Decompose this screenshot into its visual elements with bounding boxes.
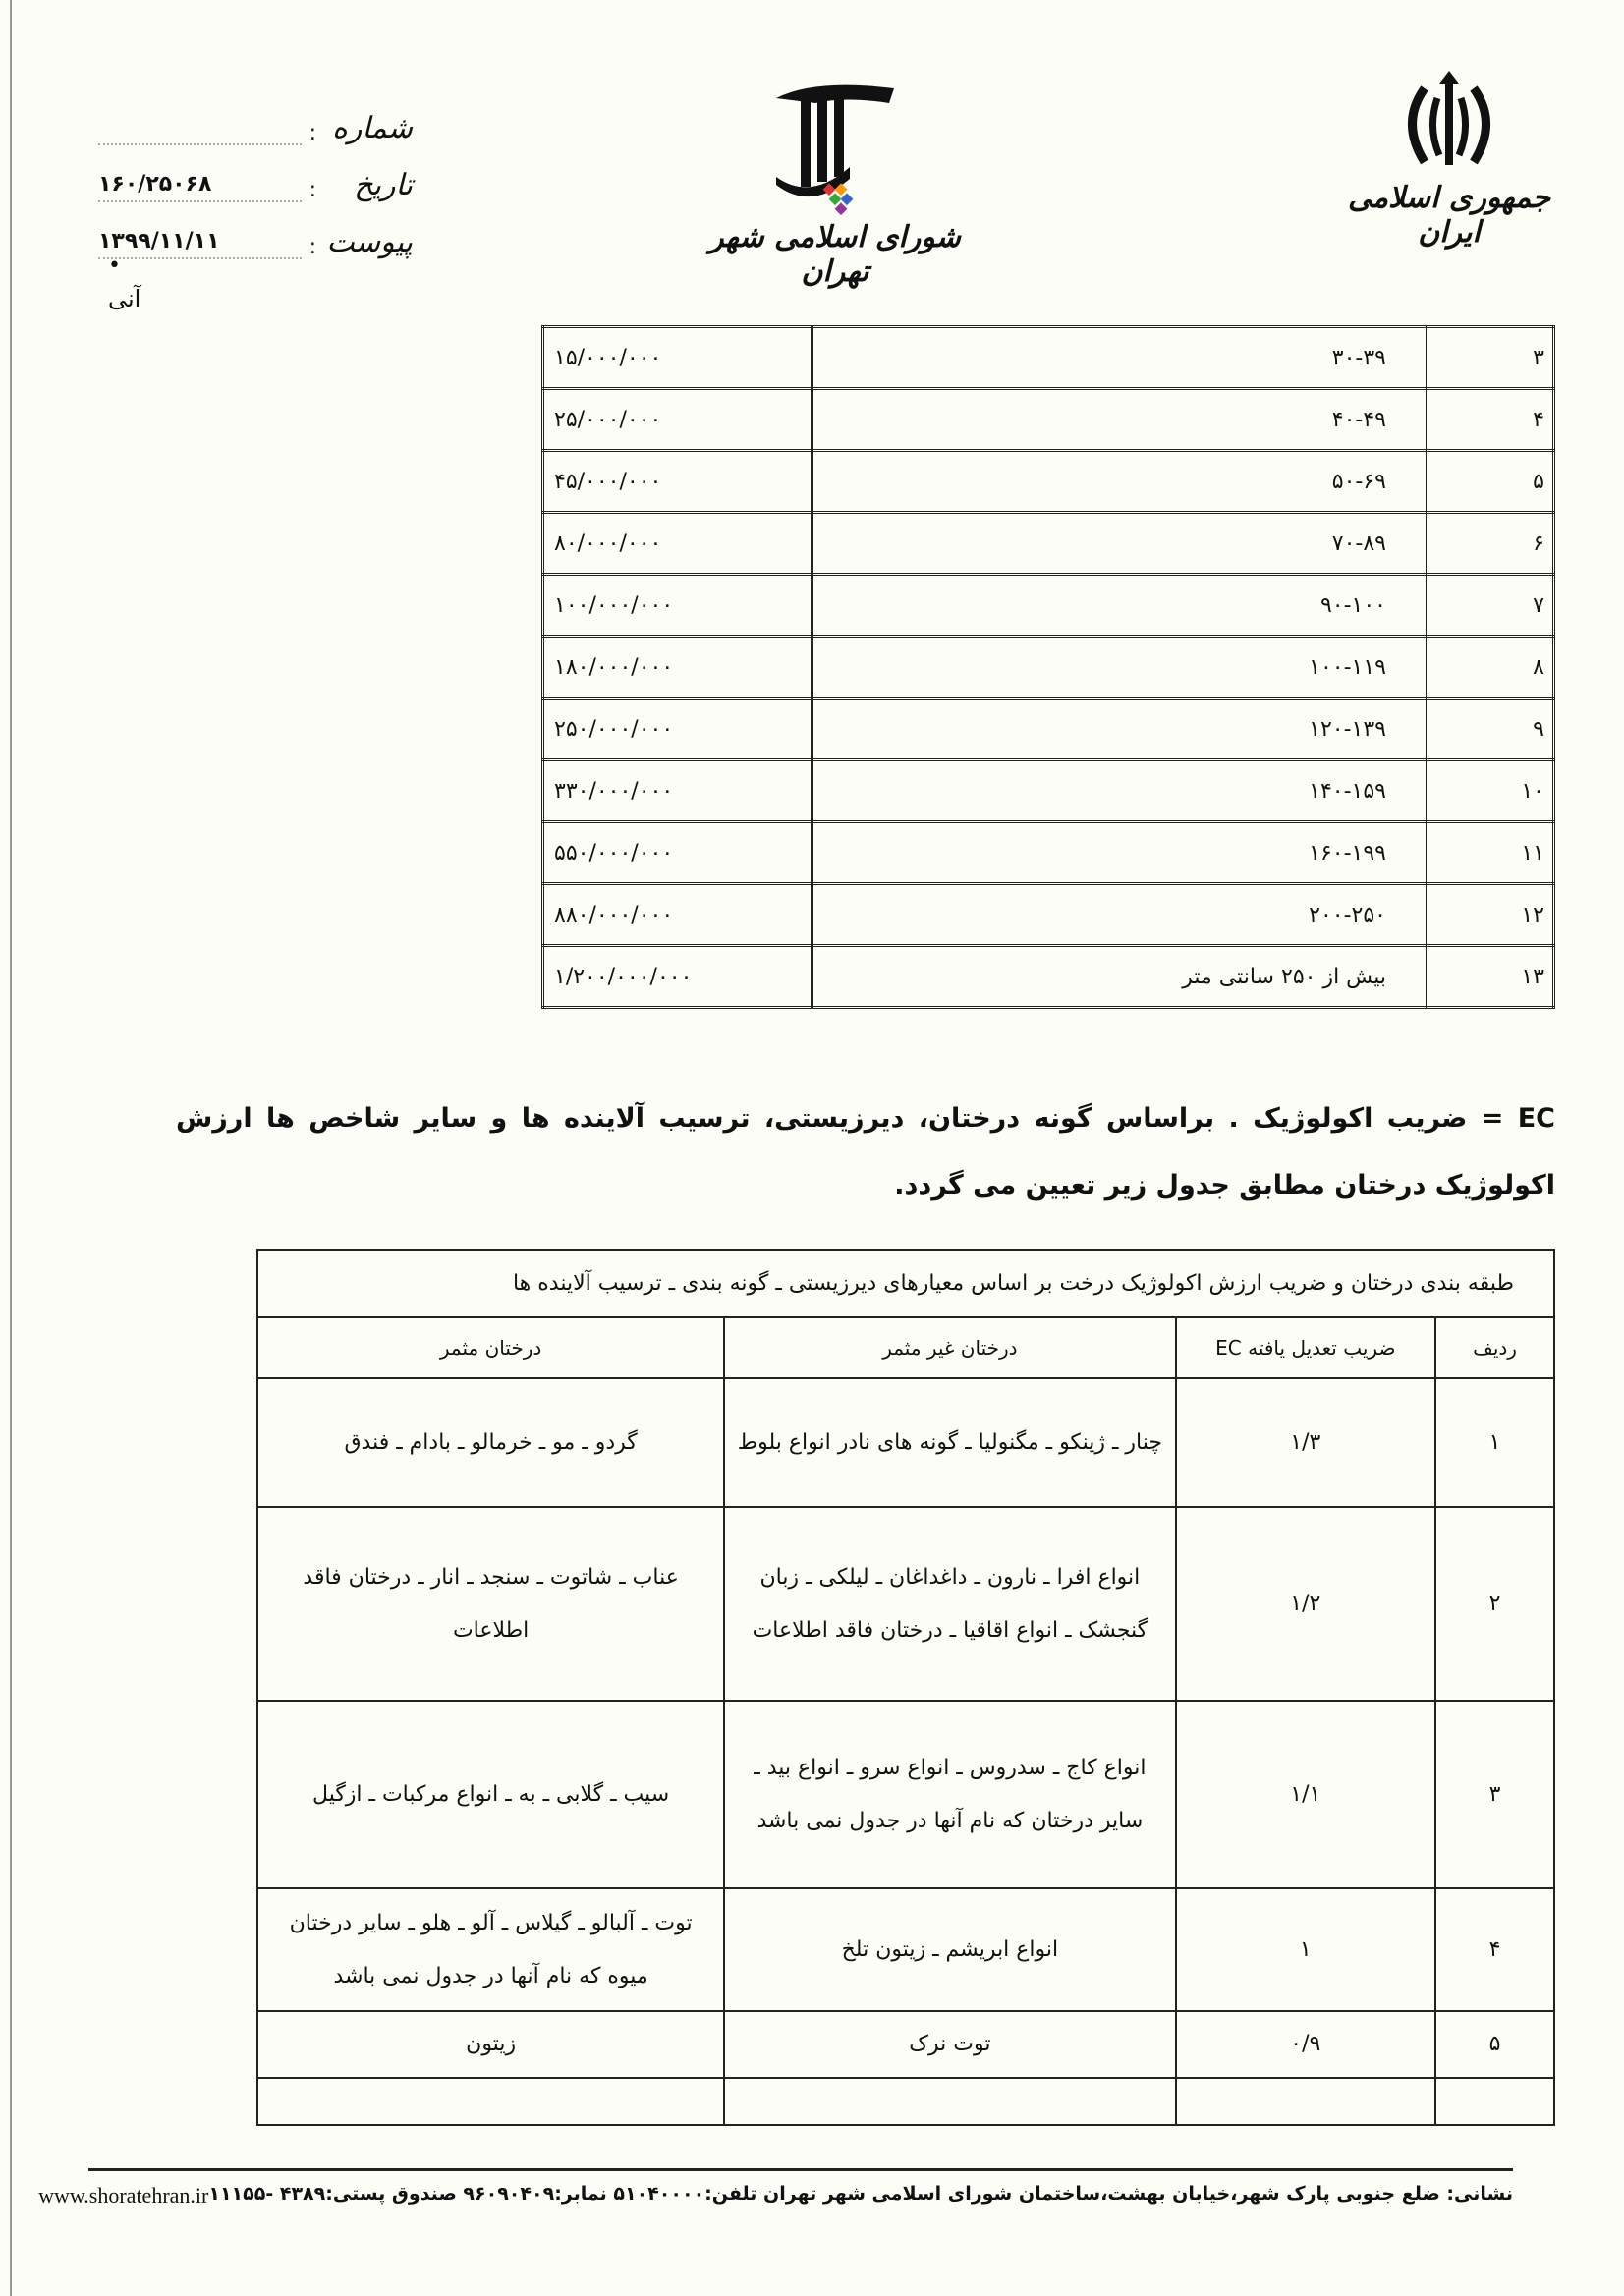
cell-fruit: توت ـ آلبالو ـ گیلاس ـ آلو ـ هلو ـ سایر درختان میوه که نام آنها در جدول نمی باشد [257, 1888, 724, 2011]
row-number: ۷ [1428, 575, 1554, 637]
table-row [543, 884, 1554, 946]
attachment-value: ۱۳۹۹/۱۱/۱۱ [98, 229, 302, 259]
cell-fruit: عناب ـ شاتوت ـ سنجد ـ انار ـ درختان فاقد اطلاعات [257, 1507, 724, 1701]
cell-radif: ۵ [1435, 2011, 1554, 2078]
attachment-label: پیوست [326, 225, 413, 259]
cell-nonfruit: انواع افرا ـ نارون ـ داغداغان ـ لیلکی ـ زبان گنجشک ـ انواع اقاقیا ـ درختان فاقد اطلاعات [724, 1507, 1175, 1701]
diameter-range: ۵۰-۶۹ [812, 451, 1428, 513]
table-row [257, 1888, 1554, 2011]
header-ec: ضریب تعدیل یافته EC [1176, 1317, 1436, 1378]
cell-ec: ۱/۳ [1176, 1378, 1436, 1507]
cell-radif: ۴ [1435, 1888, 1554, 2011]
table-row [543, 699, 1554, 760]
table-row [257, 1507, 1554, 1701]
table-row [543, 327, 1554, 389]
row-number: ۱۱ [1428, 822, 1554, 884]
cell-ec: ۱/۱ [1176, 1701, 1436, 1888]
value-amount: ۸۸۰/۰۰۰/۰۰۰ [543, 884, 812, 946]
diameter-range: ۲۰۰-۲۵۰ [812, 884, 1428, 946]
diameter-range: ۷۰-۸۹ [812, 513, 1428, 575]
value-amount: ۵۵۰/۰۰۰/۰۰۰ [543, 822, 812, 884]
table-row [543, 513, 1554, 575]
council-logo-icon [756, 69, 914, 216]
row-number: ۳ [1428, 327, 1554, 389]
table-row [257, 2011, 1554, 2078]
diameter-range: ۱۶۰-۱۹۹ [812, 822, 1428, 884]
cell-fruit: سیب ـ گلابی ـ به ـ انواع مرکبات ـ ازگیل [257, 1701, 724, 1888]
value-amount: ۳۳۰/۰۰۰/۰۰۰ [543, 760, 812, 822]
row-number: ۹ [1428, 699, 1554, 760]
value-amount: ۸۰/۰۰۰/۰۰۰ [543, 513, 812, 575]
value-amount: ۴۵/۰۰۰/۰۰۰ [543, 451, 812, 513]
row-number: ۱۳ [1428, 946, 1554, 1008]
footer [38, 2183, 1513, 2209]
council-logo [678, 69, 992, 289]
bullet: • [108, 253, 121, 278]
value-amount: ۲۵۰/۰۰۰/۰۰۰ [543, 699, 812, 760]
date-value: ۱۶۰/۲۵۰۶۸ [98, 172, 302, 202]
diameter-range: ۳۰-۳۹ [812, 327, 1428, 389]
diameter-range: ۱۲۰-۱۳۹ [812, 699, 1428, 760]
scan-edge [10, 0, 12, 2296]
cell-ec: ۱ [1176, 1888, 1436, 2011]
table-row [543, 946, 1554, 1008]
row-number: ۶ [1428, 513, 1554, 575]
value-amount: ۱/۲۰۰/۰۰۰/۰۰۰ [543, 946, 812, 1008]
value-amount: ۱۰۰/۰۰۰/۰۰۰ [543, 575, 812, 637]
header-nonfruit: درختان غیر مثمر [724, 1317, 1175, 1378]
value-amount: ۱۵/۰۰۰/۰۰۰ [543, 327, 812, 389]
table-row [543, 389, 1554, 451]
table-row [257, 1378, 1554, 1507]
cell-nonfruit: چنار ـ ژینکو ـ مگنولیا ـ گونه های نادر انواع بلوط [724, 1378, 1175, 1507]
table-row [543, 822, 1554, 884]
table-row [543, 760, 1554, 822]
cell-nonfruit: انواع ابریشم ـ زیتون تلخ [724, 1888, 1175, 2011]
diameter-range: ۱۰۰-۱۱۹ [812, 637, 1428, 699]
table-title: طبقه بندی درختان و ضریب ارزش اکولوژیک درخت بر اساس معیارهای دیرزیستی ـ گونه بندی ـ ترسیب آلاینده ها [257, 1250, 1554, 1317]
cell-radif: ۱ [1435, 1378, 1554, 1507]
iran-emblem [1336, 69, 1562, 250]
header-fruit: درختان مثمر [257, 1317, 724, 1378]
diameter-range: بیش از ۲۵۰ سانتی متر [812, 946, 1428, 1008]
diameter-range: ۴۰-۴۹ [812, 389, 1428, 451]
cell-fruit: گردو ـ مو ـ خرمالو ـ بادام ـ فندق [257, 1378, 724, 1507]
table-row [543, 575, 1554, 637]
table-row [543, 637, 1554, 699]
cell-radif: ۳ [1435, 1701, 1554, 1888]
table-row [257, 1701, 1554, 1888]
ecological-coefficient-table [256, 1249, 1555, 2126]
cell-nonfruit: انواع کاج ـ سدروس ـ انواع سرو ـ انواع بید ـ سایر درختان که نام آنها در جدول نمی باشد [724, 1701, 1175, 1888]
empty-cell [1435, 2078, 1554, 2125]
row-number: ۴ [1428, 389, 1554, 451]
ec-description: EC = ضریب اکولوژیک . براساس گونه درختان، دیرزیستی، ترسیب آلاینده ها و سایر شاخص ها ارزش اکولوژیک درختان مطابق جدول زیر تعیین می گردد. [176, 1103, 1555, 1201]
footer-divider [88, 2168, 1513, 2171]
footer-address: نشانی: ضلع جنوبی پارک شهر،خیابان بهشت،ساختمان شورای اسلامی شهر تهران تلفن:۵۱۰۴۰۰۰۰ نمابر:۹۶۰۹۰۴۰۹ صندوق پستی:۴۳۸۹ -۱۱۱۵۵ [208, 2183, 1513, 2205]
row-number: ۱۲ [1428, 884, 1554, 946]
urgency-label: آنی [108, 285, 141, 312]
number-value [98, 140, 302, 145]
iran-emblem-icon [1390, 69, 1508, 177]
cell-nonfruit: توت نرک [724, 2011, 1175, 2078]
diameter-range: ۱۴۰-۱۵۹ [812, 760, 1428, 822]
row-number: ۱۰ [1428, 760, 1554, 822]
empty-cell [1176, 2078, 1436, 2125]
cell-radif: ۲ [1435, 1507, 1554, 1701]
diameter-range: ۹۰-۱۰۰ [812, 575, 1428, 637]
tree-value-table [541, 325, 1555, 1009]
iran-emblem-caption: جمهوری اسلامی ایران [1347, 181, 1551, 250]
table-row [543, 451, 1554, 513]
row-number: ۵ [1428, 451, 1554, 513]
row-number: ۸ [1428, 637, 1554, 699]
footer-website[interactable]: www.shoratehran.ir [38, 2183, 209, 2208]
header-radif: ردیف [1435, 1317, 1554, 1378]
table-header-row [257, 1317, 1554, 1378]
council-logo-caption: شورای اسلامی شهر تهران [709, 220, 961, 289]
letter-meta: شماره : تاریخ : ۱۶۰/۲۵۰۶۸ پیوست : ۱۳۹۹/۱۱/۱۱ [98, 111, 413, 259]
cell-fruit: زیتون [257, 2011, 724, 2078]
number-label: شماره [332, 111, 413, 145]
empty-cell [257, 2078, 724, 2125]
cell-ec: ۱/۲ [1176, 1507, 1436, 1701]
value-amount: ۱۸۰/۰۰۰/۰۰۰ [543, 637, 812, 699]
value-amount: ۲۵/۰۰۰/۰۰۰ [543, 389, 812, 451]
date-label: تاریخ [354, 168, 413, 202]
cell-ec: ۰/۹ [1176, 2011, 1436, 2078]
empty-cell [724, 2078, 1175, 2125]
empty-row [257, 2078, 1554, 2125]
